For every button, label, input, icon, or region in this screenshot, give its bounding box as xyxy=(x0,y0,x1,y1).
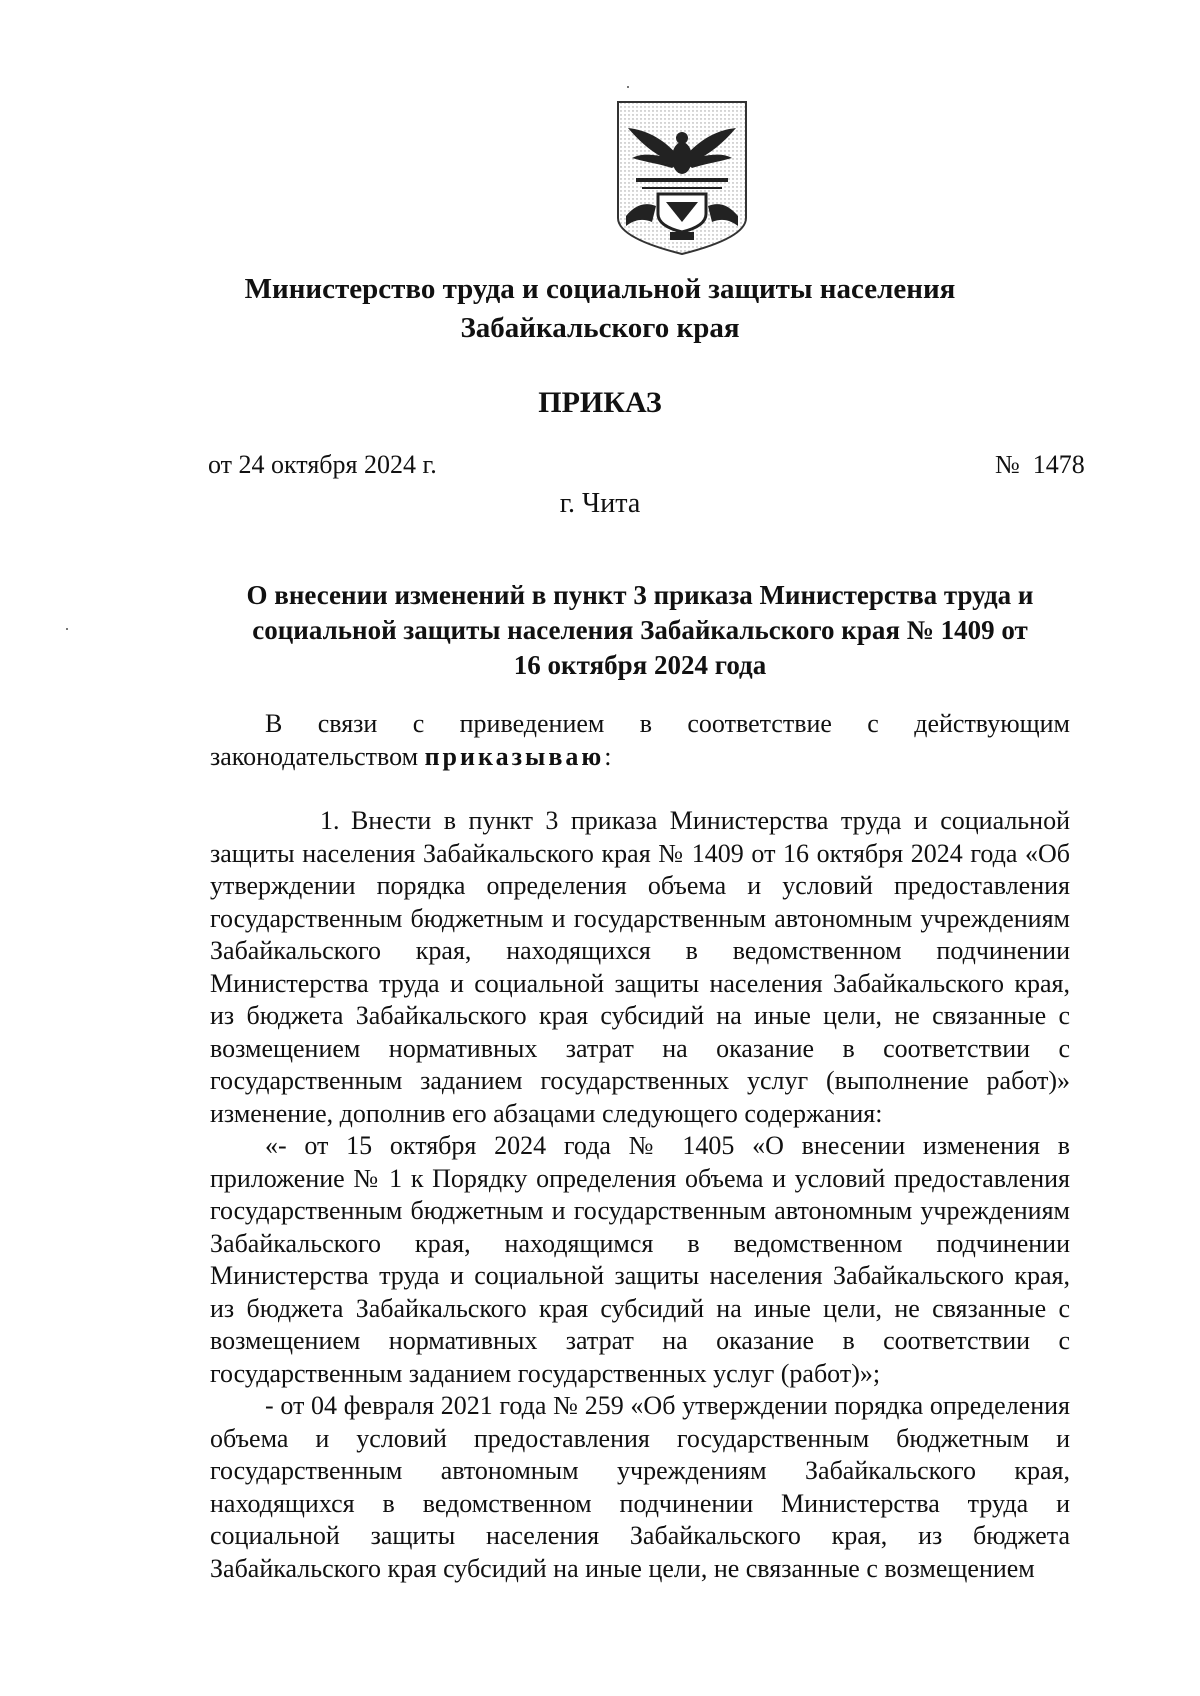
preamble-text: В связи с приведением в соответствие с действующим законодательством xyxy=(210,709,1070,771)
scan-artifact-dot xyxy=(627,86,629,88)
order-subject xyxy=(210,578,1070,683)
coat-of-arms-emblem xyxy=(612,98,752,258)
item-1-text: Внести в пункт 3 приказа Министерства труда и социальной защиты населения Забайкальского края № 1409 от 16 октября 2024 года «Об утверждении порядка определения объема и условий предоставления государственным бюджетным и государственным автономным учреждениям Забайкальского края, находящихся в ведомственном подчинении Министерства труда и социальной защиты населения Забайкальского края, из бюджета Забайкальского края субсидий на иные цели, не связанные с возмещением нормативных затрат на оказание в соответствии с государственным заданием государственных услуг (выполнение работ)» изменение, дополнив его абзацами следующего содержания: xyxy=(210,806,1070,1128)
order-body xyxy=(210,708,1070,1585)
subject-line3: 16 октября 2024 года xyxy=(513,650,767,680)
order-number: № 1478 xyxy=(995,450,1085,479)
paragraph-2: «- от 15 октября 2024 года № 1405 «О внесении изменения в приложение № 1 к Порядку определения объема и условий предоставления государственным бюджетным и государственным автономным учреждениям Забайкальского края, находящимся в ведомственном подчинении Министерства труда и социальной защиты населения Забайкальского края, из бюджета Забайкальского края субсидий на иные цели, не связанные с возмещением нормативных затрат на оказание в соответствии с государственным заданием государственных услуг (работ)»; xyxy=(210,1131,1070,1388)
item-1-number: 1. xyxy=(320,806,340,835)
scan-artifact-dot xyxy=(66,628,68,630)
paragraph-3: - от 04 февраля 2021 года № 259 «Об утверждении порядка определения объема и условий предоставления государственным бюджетным и государственным автономным учреждениям Забайкальского края, находящихся в ведомственном подчинении Министерства труда и социальной защиты населения Забайкальского края, из бюджета Забайкальского края субсидий на иные цели, не связанные с возмещением xyxy=(210,1391,1070,1583)
city-name: г. Чита xyxy=(559,488,641,519)
subject-line1: О внесении изменений в пункт 3 приказа Министерства труда и xyxy=(246,580,1034,610)
ministry-name xyxy=(220,270,980,348)
preamble-paragraph xyxy=(210,708,1070,773)
subject-line2: социальной защиты населения Забайкальского края № 1409 от xyxy=(252,615,1028,645)
preamble-end: : xyxy=(604,741,612,771)
item-1-paragraph xyxy=(210,805,1070,1130)
preamble-emphasis: приказываю xyxy=(424,741,605,771)
ministry-name-line1: Министерство труда и социальной защиты населения xyxy=(244,273,956,305)
document-type: ПРИКАЗ xyxy=(538,386,662,419)
order-date: от 24 октября 2024 г. xyxy=(208,450,437,479)
ministry-name-line2: Забайкальского края xyxy=(460,312,740,344)
